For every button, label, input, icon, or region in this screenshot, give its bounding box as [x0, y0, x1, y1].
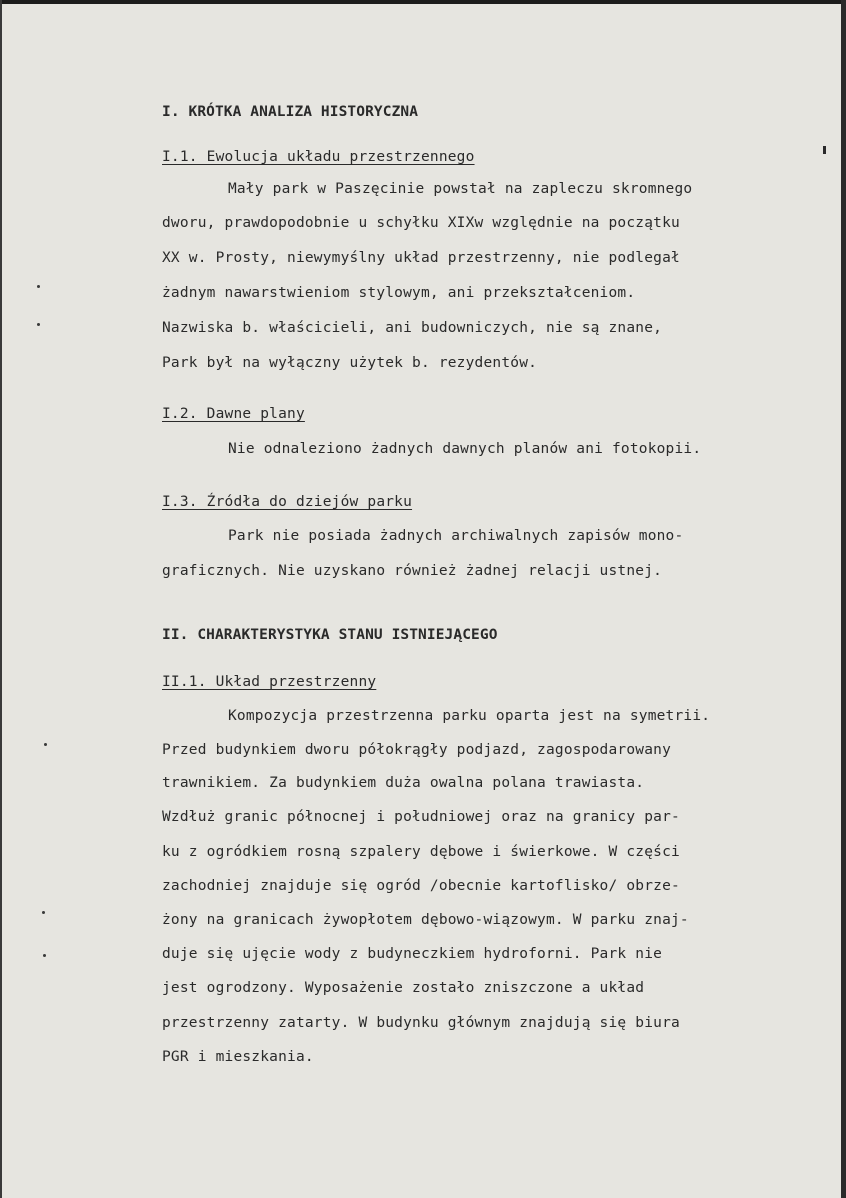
punch-dot [44, 743, 47, 746]
paragraph-line: ku z ogródkiem rosną szpalery dębowe i świerkowe. W części [162, 844, 680, 860]
punch-dot [37, 323, 40, 326]
paragraph-line: graficznych. Nie uzyskano również żadnej relacji ustnej. [162, 563, 663, 579]
scan-edge-right [841, 0, 846, 1198]
paragraph-line: dworu, prawdopodobnie u schyłku XIXw względnie na początku [162, 215, 680, 231]
scan-edge-left [0, 0, 2, 1198]
paragraph-line: Nazwiska b. właścicieli, ani budowniczych, nie są znane, [162, 320, 663, 336]
paragraph-line: Nie odnaleziono żadnych dawnych planów ani fotokopii. [228, 441, 702, 457]
subsection-title: I.3. Źródła do dziejów parku [162, 494, 413, 510]
paragraph-line: PGR i mieszkania. [162, 1049, 314, 1065]
paragraph-line: zachodniej znajduje się ogród /obecnie kartoflisko/ obrze- [162, 878, 680, 894]
paragraph-line: żadnym nawarstwieniom stylowym, ani przekształceniom. [162, 285, 636, 301]
paragraph-line: Wzdłuż granic północnej i południowej oraz na granicy par- [162, 809, 680, 825]
paragraph-line: Kompozycja przestrzenna parku oparta jest na symetrii. [228, 708, 711, 724]
subsection-title: II.1. Układ przestrzenny [162, 674, 377, 690]
paragraph-line: Mały park w Paszęcinie powstał na zapleczu skromnego [228, 181, 693, 197]
punch-dot [42, 911, 45, 914]
paragraph-line: XX w. Prosty, niewymyślny układ przestrzenny, nie podlegał [162, 250, 680, 266]
paragraph-line: Park był na wyłączny użytek b. rezydentów. [162, 355, 538, 371]
subsection-title: I.1. Ewolucja układu przestrzennego [162, 149, 475, 165]
section-heading: II. CHARAKTERYSTYKA STANU ISTNIEJĄCEGO [162, 627, 498, 643]
punch-dot [43, 954, 46, 957]
scan-edge-top [0, 0, 846, 4]
paragraph-line: żony na granicach żywopłotem dębowo-wiązowym. W parku znaj- [162, 912, 689, 928]
paragraph-line: przestrzenny zatarty. W budynku głównym znajdują się biura [162, 1015, 680, 1031]
paragraph-line: Park nie posiada żadnych archiwalnych zapisów mono- [228, 528, 684, 544]
paragraph-line: jest ogrodzony. Wyposażenie zostało zniszczone a układ [162, 980, 645, 996]
subsection-title: I.2. Dawne plany [162, 406, 305, 422]
paragraph-line: duje się ujęcie wody z budyneczkiem hydroforni. Park nie [162, 946, 663, 962]
paragraph-line: Przed budynkiem dworu półokrągły podjazd, zagospodarowany [162, 742, 671, 758]
punch-dot [37, 285, 40, 288]
section-heading: I. KRÓTKA ANALIZA HISTORYCZNA [162, 104, 419, 120]
paragraph-line: trawnikiem. Za budynkiem duża owalna polana trawiasta. [162, 775, 645, 791]
margin-mark [823, 146, 826, 154]
